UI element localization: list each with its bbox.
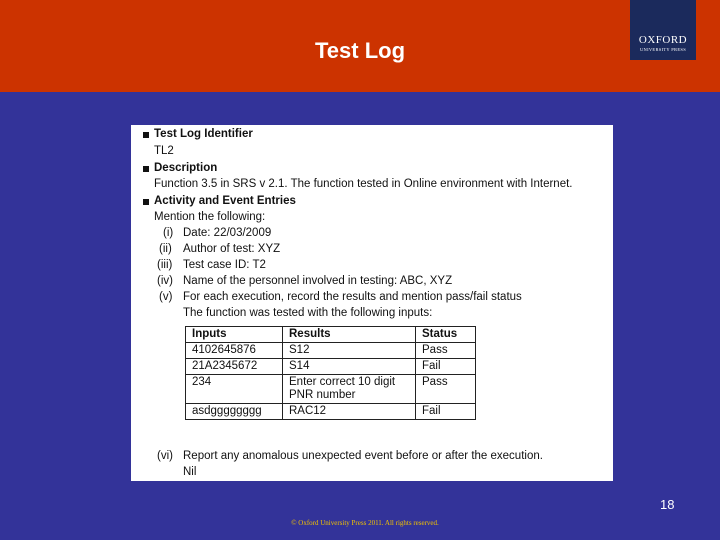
table-cell: 21A2345672 [186,359,283,375]
identifier-value: TL2 [154,145,174,157]
content-panel [131,125,613,481]
table-cell: 4102645876 [186,343,283,359]
item-number: (iii) [157,259,173,271]
table-cell: 234 [186,375,283,404]
bullet-square-icon [143,166,149,172]
page-number: 18 [660,497,675,512]
column-header-results: Results [283,327,416,343]
item-number: (i) [163,227,174,239]
item-number: (vi) [157,450,173,462]
bullet-square-icon [143,199,149,205]
table-cell: Enter correct 10 digit PNR number [283,375,416,404]
item-number: (v) [159,291,173,303]
description-heading: Description [154,162,218,174]
activity-intro: Mention the following: [154,211,266,223]
item-value: Nil [183,466,197,478]
item-text: Name of the personnel involved in testing: ABC, XYZ [183,275,453,287]
item-text: Report any anomalous unexpected event before or after the execution. [183,450,543,462]
table-cell: Pass [416,375,476,404]
logo-sub-text: UNIVERSITY PRESS [639,47,686,52]
logo-main-text: OXFORD [638,34,688,46]
table-row [186,404,476,420]
item-number: (iv) [157,275,173,287]
activity-heading: Activity and Event Entries [154,195,296,207]
table-row [186,343,476,359]
table-cell: RAC12 [283,404,416,420]
column-header-inputs: Inputs [186,327,283,343]
table-header-row [186,327,476,343]
item-text: For each execution, record the results and mention pass/fail status [183,291,522,303]
table-row [186,375,476,404]
bullet-square-icon [143,132,149,138]
table-row [186,359,476,375]
item-text: Test case ID: T2 [183,259,266,271]
description-text: Function 3.5 in SRS v 2.1. The function tested in Online environment with Internet. [154,178,573,190]
table-intro: The function was tested with the following inputs: [183,307,433,319]
table-cell: S12 [283,343,416,359]
identifier-heading: Test Log Identifier [154,128,253,140]
table-cell: Fail [416,404,476,420]
copyright-footer: © Oxford University Press 2011. All rights reserved. [291,519,439,527]
slide-title: Test Log [314,38,406,63]
item-text: Author of test: XYZ [183,243,281,255]
oxford-logo [630,0,696,60]
table-cell: Fail [416,359,476,375]
item-text: Date: 22/03/2009 [183,227,272,239]
table-cell: Pass [416,343,476,359]
table-cell: asdgggggggg [186,404,283,420]
table-cell: S14 [283,359,416,375]
item-number: (ii) [159,243,172,255]
input-results-table [185,326,476,420]
column-header-status: Status [416,327,476,343]
